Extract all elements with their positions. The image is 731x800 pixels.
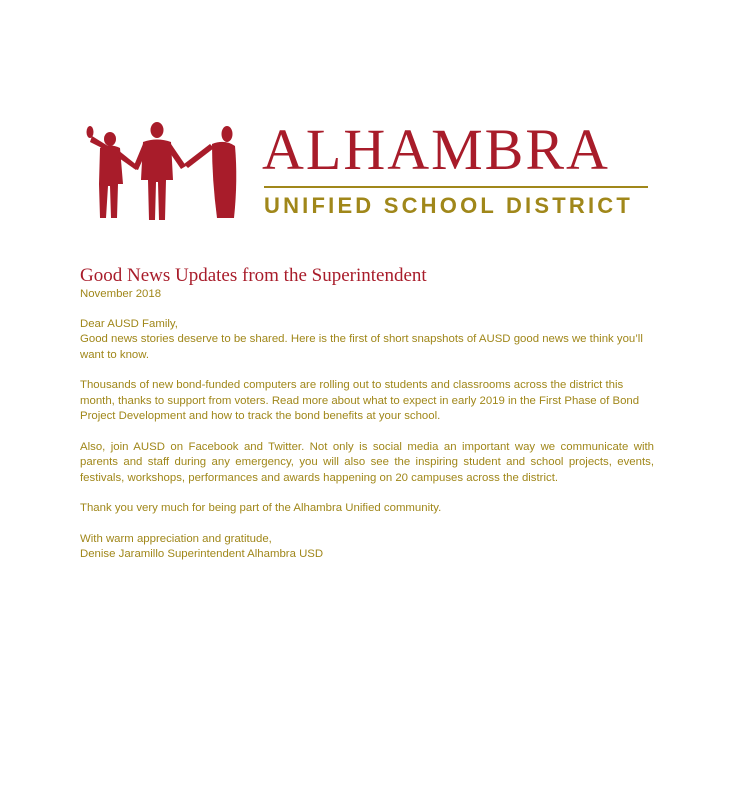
district-logo — [80, 118, 650, 228]
greeting: Dear AUSD Family, — [80, 317, 178, 330]
letter-body — [80, 265, 654, 563]
logo-divider — [264, 186, 648, 188]
social-media-paragraph: Also, join AUSD on Facebook and Twitter. Not only is social media an important way we communicate with parents and staff during any emergency, you will also see the inspiring student and school projects, events, festivals, workshops, performances and awards happening on 20 campuses across the district. — [80, 440, 654, 484]
page-title: Good News Updates from the Superintendent — [80, 265, 427, 286]
signature: Denise Jaramillo Superintendent Alhambra USD — [80, 548, 324, 560]
people-holding-hands-icon — [80, 120, 240, 224]
intro-paragraph: Good news stories deserve to be shared. Here is the first of short snapshots of AUSD good news we think you’ll want to know. — [80, 333, 643, 361]
logo-subtitle: UNIFIED SCHOOL DISTRICT — [264, 193, 633, 218]
logo-name: ALHAMBRA — [262, 117, 610, 182]
bond-paragraph: Thousands of new bond-funded computers are rolling out to students and classrooms across the district this month, thanks to support from voters. Read more about what to expect in early 2019 in the First Phase of Bond Project Development and how to track the bond benefits at your school. — [80, 379, 640, 422]
letter-date: November 2018 — [80, 288, 162, 300]
closing-line: With warm appreciation and gratitude, — [80, 532, 272, 545]
thanks-paragraph: Thank you very much for being part of the Alhambra Unified community. — [80, 502, 442, 514]
